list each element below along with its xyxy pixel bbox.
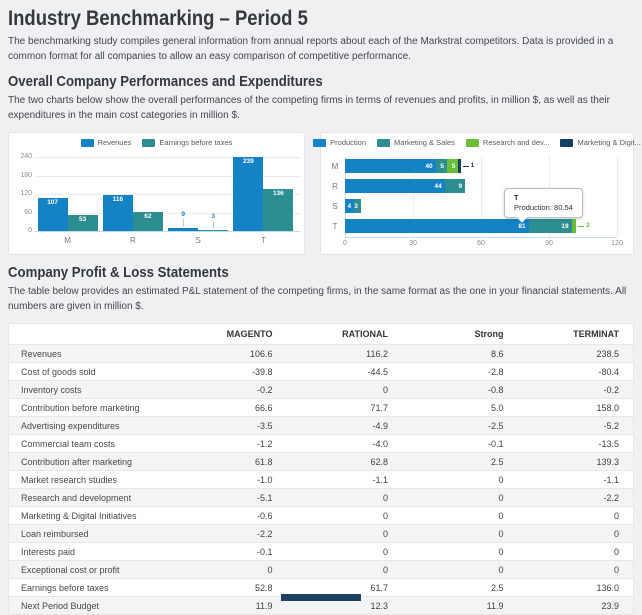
section-heading-performance [8,73,634,90]
table-cell: -1.1 [372,474,388,485]
table-cell: 0 [382,528,388,539]
table-header-cell: TERMINAT [573,329,619,339]
x-axis-category-label: S [195,236,201,245]
bar-value-label: 116 [112,196,124,204]
row-label: Contribution after marketing [21,456,133,467]
table-cell: -3.5 [256,420,273,431]
row-label: Revenues [21,348,62,359]
row-label: Advertising expenditures [21,420,120,431]
table-row [9,560,633,578]
legend-item[interactable] [142,138,232,147]
table-cell: -0.2 [256,384,273,395]
segment-value-label: 40 [425,162,433,170]
legend-swatch-icon [142,139,155,147]
bar-value-label: 62 [144,212,152,220]
table-cell: -39.8 [251,366,273,377]
table-cell: -0.6 [256,510,273,521]
bar-T[interactable] [263,189,293,231]
table-cell: -2.2 [256,528,273,539]
table-row [9,362,633,380]
bar-M[interactable] [38,198,68,231]
bar-segment-M[interactable] [345,159,436,173]
label-leader-line [183,219,184,226]
table-cell: 0 [498,474,504,485]
bar-value-label: 53 [79,215,87,223]
label-leader-line [463,166,469,167]
table-cell: 2.5 [490,582,504,593]
legend-item[interactable] [560,138,640,147]
bar-value-label: 136 [272,190,284,198]
legend-swatch-icon [81,139,94,147]
x-axis-category-label: T [260,236,266,245]
revenues-earnings-chart [8,132,305,255]
table-row [9,542,633,560]
y-axis-tick-label: 180 [20,171,32,179]
y-axis-category-label: R [332,182,338,191]
page-title-text: Industry Benchmarking – Period 5 [8,7,308,30]
x-axis-tick-label: 0 [343,240,347,247]
table-cell: -5.2 [603,420,619,431]
page [0,7,642,615]
table-header-cell: MAGENTO [226,329,273,339]
table-cell: 139.3 [596,456,619,467]
table-row [9,416,633,434]
chart-plot-area [20,153,296,245]
table-cell: -2.8 [487,366,504,377]
legend-label: Revenues [97,138,132,147]
table-cell: 23.9 [601,600,619,611]
y-axis-category-label: S [332,202,338,211]
table-cell: 66.6 [254,402,273,413]
segment-value-label: 19 [561,222,569,230]
table-cell: -44.5 [367,366,388,377]
bar-T[interactable] [233,157,263,231]
table-header-cell: Strong [474,329,504,339]
y-axis-tick-label: 60 [24,208,32,216]
pnl-table [8,323,634,615]
bar-value-label: 3 [211,213,215,220]
row-label: Commercial team costs [21,438,116,449]
table-cell: -4.9 [372,420,388,431]
x-axis-category-label: R [129,236,136,245]
bar-segment-M[interactable] [447,159,458,173]
table-cell: 2.5 [490,456,504,467]
row-label: Inventory costs [21,384,82,395]
bar-segment-T[interactable] [529,219,572,233]
segment-value-label: 5 [451,162,456,170]
y-axis-tick-label: 120 [20,190,32,197]
row-label: Exceptional cost or profit [21,564,120,575]
row-label: Research and development [21,492,132,503]
segment-value-label: 81 [518,222,526,230]
table-row [9,524,633,542]
table-cell: 61.8 [254,456,273,467]
legend-item[interactable] [81,138,132,147]
table-cell: -0.1 [256,546,273,557]
bar-S[interactable] [168,211,198,231]
table-cell: 0 [382,564,388,575]
bar-group [168,157,228,245]
table-cell: 0 [613,564,619,575]
legend-swatch-icon [377,139,390,147]
bar-S[interactable] [198,213,228,231]
x-axis-tick-label: 60 [477,240,485,247]
x-axis-tick-label: 90 [545,240,553,247]
charts-row [8,132,641,255]
section-heading-performance-text: Overall Company Performances and Expenditures [8,73,323,90]
chart-tooltip [504,188,583,218]
table-cell: 62.8 [370,456,388,467]
legend-label: Earnings before taxes [159,138,233,147]
table-cell: 238.5 [596,348,619,359]
section-description-pnl: The table below provides an estimated P&L statement of the competing firms, in the same format as the one in your financial statements. All numbers are given in million $. [8,286,627,312]
table-cell: 0 [498,528,504,539]
table-cell: -80.4 [598,366,619,377]
table-row [9,488,633,506]
table-cell: 5.0 [490,402,504,413]
table-cell: -13.5 [598,438,619,449]
label-leader-line [578,226,584,227]
legend-swatch-icon [313,139,326,147]
segment-value-label: 4 [347,202,352,210]
bar-segment-M[interactable] [436,159,447,173]
table-row [9,434,633,452]
table-cell: 0 [498,492,504,503]
row-label: Interests paid [21,546,76,557]
label-leader-line [213,221,214,228]
bar-R[interactable] [103,195,133,231]
chart-legend [9,138,304,147]
page-title [8,7,634,31]
table-cell: -5.1 [256,492,273,503]
table-cell: 0 [267,564,273,575]
section-heading-pnl [8,264,634,281]
table-cell: 52.8 [254,582,273,593]
bar-segment-S[interactable] [345,199,354,213]
y-axis-tick-label: 0 [28,227,32,234]
gridline [35,231,300,232]
table-cell: 11.9 [255,600,273,611]
table-cell: -0.8 [487,384,504,395]
table-cell: 0 [498,510,504,521]
table-cell: 116.2 [366,348,388,359]
table-row [9,470,633,488]
segment-value-label: 3 [354,202,358,210]
table-cell: 0 [382,510,388,521]
bar-value-label: 239 [242,158,254,166]
table-cell: 0 [498,546,504,557]
bar-group [233,157,293,245]
bar-segment-S[interactable] [354,199,361,213]
table-header-cell: RATIONAL [342,329,388,339]
row-label: Cost of goods sold [21,366,96,377]
page-intro: The benchmarking study compiles general information from annual reports about each of the Markstrat competitors. Data is provided in a common format for all companies to allow an easy comparison of competitive performance. [8,36,614,62]
legend-item[interactable] [466,138,550,147]
table-row [9,344,633,362]
table-cell: -1.2 [256,438,273,449]
legend-label: Production [330,138,367,147]
table-cell: -1.0 [256,474,273,485]
row-label: Contribution before marketing [21,402,140,413]
table-cell: 0 [613,546,619,557]
segment-value-label: 5 [440,162,444,170]
row-label: Marketing & Digital Initiatives [21,510,137,521]
table-cell: 0 [382,384,388,395]
table-row [9,398,633,416]
segment-value-label: 1 [470,162,475,169]
legend-label: Research and dev... [482,138,550,147]
bar-segment-T[interactable] [572,219,577,233]
table-cell: 61.7 [370,582,388,593]
footer-partial-element [281,594,361,601]
table-row [9,506,633,524]
table-cell: 0 [498,564,504,575]
row-label: Next Period Budget [21,600,100,611]
y-axis-tick-label: 240 [20,153,32,160]
segment-value-label: 9 [458,182,463,190]
legend-item[interactable] [377,138,455,147]
x-axis-category-label: M [64,236,71,245]
section-heading-pnl-text: Company Profit & Loss Statements [8,264,229,281]
table-cell: 0 [382,492,388,503]
tooltip-caret-fill [517,217,527,222]
expenditures-chart [320,132,641,255]
section-description-performance: The two charts below show the overall performances of the competing firms in terms of revenues and profits, in million $, as well as their expenditures in the main cost categories in million $. [8,95,610,121]
segment-value-label: 44 [434,182,442,190]
tooltip-value: Production: 80.54 [514,203,573,212]
x-axis-tick-label: 120 [611,240,623,247]
bar-value-label: 107 [47,199,59,207]
tooltip-title: T [514,193,519,202]
table-cell: 8.6 [490,348,504,359]
table-row [9,452,633,470]
table-cell: 106.6 [249,348,273,359]
table-cell: -2.2 [603,492,619,503]
table-cell: 12.3 [370,600,388,611]
table-cell: 71.7 [370,402,388,413]
table-cell: -4.0 [372,438,388,449]
gridline [617,157,618,237]
bar-segment-R[interactable] [445,179,465,193]
bar-R[interactable] [133,212,163,231]
bar-segment-R[interactable] [345,179,445,193]
legend-swatch-icon [466,139,479,147]
bar-group [38,157,98,245]
table-cell: -0.1 [487,438,504,449]
segment-value-label: 2 [586,222,590,229]
table-row [9,380,633,398]
chart-legend [321,138,641,147]
bar-group [103,157,163,245]
bar-segment-T[interactable] [345,219,529,233]
table-cell: 0 [382,546,388,557]
y-axis-category-label: M [331,162,339,171]
y-axis-category-label: T [332,222,338,231]
table-cell: 11.9 [486,600,504,611]
bar-M[interactable] [68,215,98,231]
table-cell: 158.0 [596,402,619,413]
table-cell: -2.5 [487,420,504,431]
legend-item[interactable] [313,138,366,147]
legend-label: Marketing & Sales [394,138,455,147]
table-cell: 0 [613,528,619,539]
table-cell: -1.1 [603,474,619,485]
bar-value-label: 9 [181,211,185,219]
table-cell: 136.0 [596,582,619,593]
row-label: Market research studies [21,474,118,485]
legend-label: Marketing & Digit... [577,138,641,147]
table-cell: -0.2 [603,384,619,395]
legend-swatch-icon [560,139,573,147]
x-axis-tick-label: 30 [409,240,417,247]
table-cell: 0 [613,510,619,521]
row-label: Earnings before taxes [21,582,109,593]
table-header-row [9,324,633,344]
row-label: Loan reimbursed [21,528,89,539]
x-axis-line [345,237,617,238]
bar-segment-M[interactable] [458,159,460,173]
